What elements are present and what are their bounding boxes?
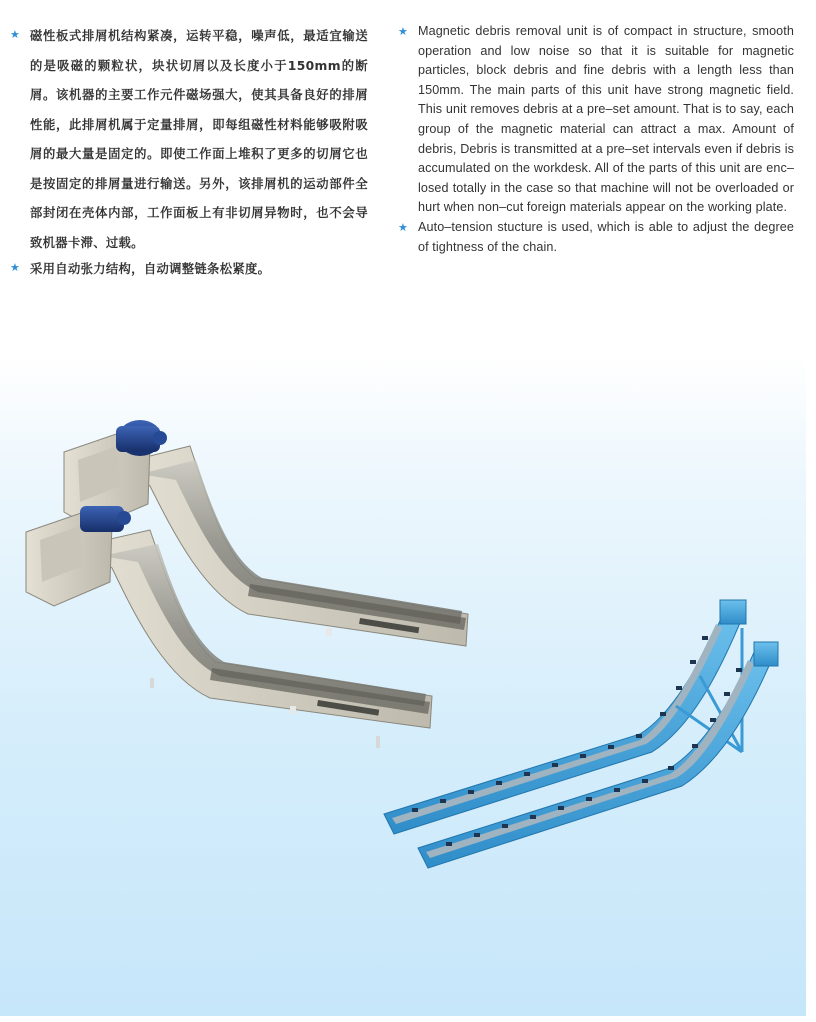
magnetic-conveyor-pair-photo (26, 420, 468, 748)
chinese-description (10, 22, 368, 285)
english-paragraph-2: Auto–tension stucture is used, which is able to adjust the degree of tightness of the chain. (418, 219, 794, 254)
english-paragraph-1: Magnetic debris removal unit is of compact in structure, smooth operation and low noise so that it is suitable for magnetic particles, block debris and fine debris with a length less than 150mm. The main parts of this unit have strong magnetic field. This unit removes debris at a pre–set amount. That is to say, each group of the magnetic material can attract a max. Amount of debris, Debris is transmitted at a pre–set intervals even if debris is accumulated on the workdesk. All of the parts of this unit are enc–losed totally in the case so that machine will not be overloaded or hurt when non–cut foreign materials appear on the working plate. (418, 24, 794, 215)
star-icon: ★ (398, 220, 408, 234)
list-item (398, 22, 794, 218)
star-icon: ★ (10, 261, 20, 274)
star-icon: ★ (10, 28, 20, 41)
list-item (10, 255, 368, 285)
chinese-paragraph-1: 磁性板式排屑机结构紧凑，运转平稳，噪声低，最适宜输送的是吸磁的颗粒状，块状切屑以及长度小于150mm的断屑。该机器的主要工作元件磁场强大，使其具备良好的排屑性能，此排屑机属于定量排屑，即每组磁性材料能够吸附吸屑的最大量是固定的。即使工作面上堆积了更多的切屑它也是按固定的排屑量进行输送。另外，该排屑机的运动部件全部封闭在壳体内部，工作面板上有非切屑异物时，也不会导致机器卡滞、过载。 (30, 29, 368, 250)
english-description (398, 22, 794, 257)
list-item (398, 218, 794, 257)
chinese-paragraph-2: 采用自动张力结构，自动调整链条松紧度。 (30, 262, 271, 276)
product-photo-area (0, 356, 806, 1016)
star-icon: ★ (398, 25, 408, 38)
list-item (10, 22, 368, 258)
